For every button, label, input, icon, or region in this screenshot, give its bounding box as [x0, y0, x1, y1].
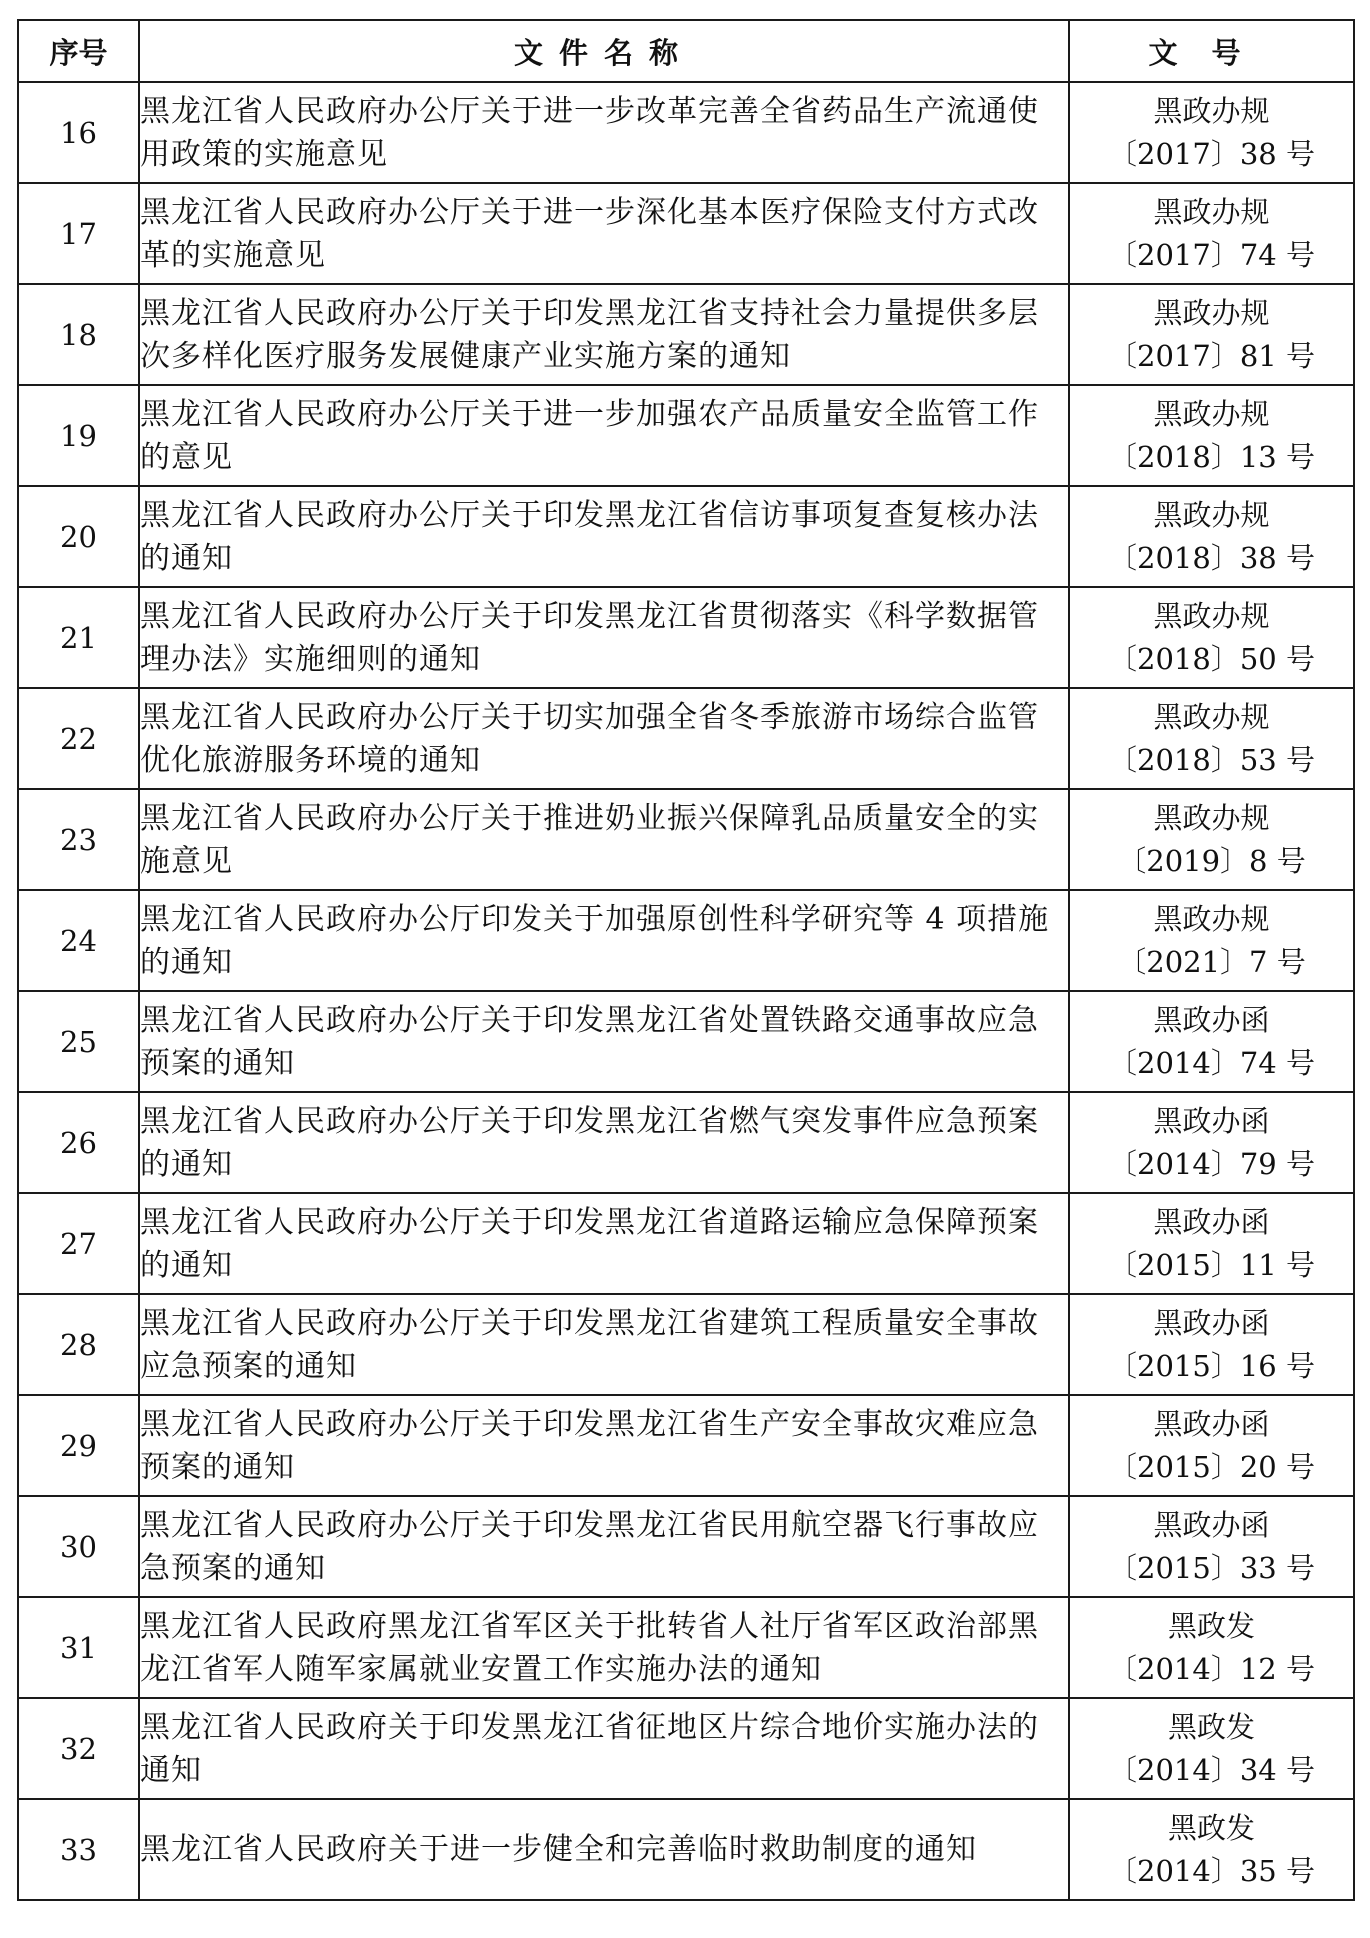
- document-year-number: 〔2014〕74 号: [1108, 1045, 1315, 1080]
- serial-number-cell: 23: [18, 789, 139, 890]
- document-title-cell: 黑龙江省人民政府办公厅关于推进奶业振兴保障乳品质量安全的实施意见: [139, 789, 1069, 890]
- header-document-title: 文件名称: [139, 20, 1069, 82]
- serial-number-cell: 27: [18, 1193, 139, 1294]
- document-number-cell: [1069, 1496, 1354, 1597]
- table-row: [18, 1193, 1354, 1294]
- document-year-number: 〔2014〕34 号: [1108, 1752, 1315, 1787]
- document-issuer-code: 黑政办函: [1153, 1507, 1270, 1542]
- serial-number-cell: 29: [18, 1395, 139, 1496]
- serial-number-cell: 19: [18, 385, 139, 486]
- document-number-cell: [1069, 1395, 1354, 1496]
- document-title-cell: 黑龙江省人民政府办公厅关于印发黑龙江省支持社会力量提供多层次多样化医疗服务发展健康产业实施方案的通知: [139, 284, 1069, 385]
- table-row: [18, 1395, 1354, 1496]
- header-serial-number: 序号: [18, 20, 139, 82]
- document-title-cell: 黑龙江省人民政府办公厅关于进一步改革完善全省药品生产流通使用政策的实施意见: [139, 82, 1069, 183]
- document-year-number: 〔2017〕74 号: [1108, 237, 1315, 272]
- document-title-cell: 黑龙江省人民政府办公厅关于印发黑龙江省燃气突发事件应急预案的通知: [139, 1092, 1069, 1193]
- document-number-cell: [1069, 284, 1354, 385]
- document-table: [17, 19, 1355, 1901]
- serial-number-cell: 17: [18, 183, 139, 284]
- document-issuer-code: 黑政办函: [1153, 1305, 1270, 1340]
- serial-number-cell: 28: [18, 1294, 139, 1395]
- document-issuer-code: 黑政办函: [1153, 1204, 1270, 1239]
- document-title-cell: 黑龙江省人民政府办公厅关于印发黑龙江省建筑工程质量安全事故应急预案的通知: [139, 1294, 1069, 1395]
- document-number-cell: [1069, 486, 1354, 587]
- table-row: [18, 789, 1354, 890]
- serial-number-cell: 33: [18, 1799, 139, 1900]
- document-year-number: 〔2014〕35 号: [1108, 1853, 1315, 1888]
- document-year-number: 〔2017〕38 号: [1108, 136, 1315, 171]
- document-year-number: 〔2019〕8 号: [1117, 843, 1306, 878]
- document-year-number: 〔2018〕50 号: [1108, 641, 1315, 676]
- document-issuer-code: 黑政办函: [1153, 1002, 1270, 1037]
- document-year-number: 〔2017〕81 号: [1108, 338, 1315, 373]
- document-number-cell: [1069, 385, 1354, 486]
- serial-number-cell: 16: [18, 82, 139, 183]
- document-number-cell: [1069, 1597, 1354, 1698]
- table-row: [18, 82, 1354, 183]
- table-row: [18, 1799, 1354, 1900]
- document-issuer-code: 黑政发: [1167, 1608, 1255, 1643]
- document-issuer-code: 黑政办规: [1153, 295, 1270, 330]
- table-row: [18, 1294, 1354, 1395]
- document-title-cell: 黑龙江省人民政府办公厅关于印发黑龙江省信访事项复查复核办法的通知: [139, 486, 1069, 587]
- document-title-cell: 黑龙江省人民政府办公厅关于印发黑龙江省生产安全事故灾难应急预案的通知: [139, 1395, 1069, 1496]
- table-row: [18, 385, 1354, 486]
- document-title-cell: 黑龙江省人民政府黑龙江省军区关于批转省人社厅省军区政治部黑龙江省军人随军家属就业安置工作实施办法的通知: [139, 1597, 1069, 1698]
- document-year-number: 〔2014〕12 号: [1108, 1651, 1315, 1686]
- document-number-cell: [1069, 1092, 1354, 1193]
- table-row: [18, 688, 1354, 789]
- table-row: [18, 1092, 1354, 1193]
- document-number-cell: [1069, 183, 1354, 284]
- table-row: [18, 1597, 1354, 1698]
- document-year-number: 〔2021〕7 号: [1117, 944, 1306, 979]
- document-issuer-code: 黑政办规: [1153, 598, 1270, 633]
- document-issuer-code: 黑政办函: [1153, 1103, 1270, 1138]
- document-number-cell: [1069, 82, 1354, 183]
- document-issuer-code: 黑政办规: [1153, 699, 1270, 734]
- document-year-number: 〔2015〕11 号: [1108, 1247, 1315, 1282]
- table-row: [18, 486, 1354, 587]
- header-document-number: 文号: [1069, 20, 1354, 82]
- serial-number-cell: 30: [18, 1496, 139, 1597]
- document-year-number: 〔2015〕20 号: [1108, 1449, 1315, 1484]
- table-row: [18, 991, 1354, 1092]
- document-issuer-code: 黑政办函: [1153, 1406, 1270, 1441]
- document-issuer-code: 黑政办规: [1153, 396, 1270, 431]
- document-number-cell: [1069, 1294, 1354, 1395]
- table-body: [18, 82, 1354, 1900]
- serial-number-cell: 22: [18, 688, 139, 789]
- document-number-cell: [1069, 789, 1354, 890]
- serial-number-cell: 31: [18, 1597, 139, 1698]
- table-row: [18, 587, 1354, 688]
- document-number-cell: [1069, 1799, 1354, 1900]
- document-year-number: 〔2018〕38 号: [1108, 540, 1315, 575]
- document-issuer-code: 黑政办规: [1153, 194, 1270, 229]
- document-title-cell: 黑龙江省人民政府办公厅关于印发黑龙江省道路运输应急保障预案的通知: [139, 1193, 1069, 1294]
- document-title-cell: 黑龙江省人民政府办公厅关于进一步加强农产品质量安全监管工作的意见: [139, 385, 1069, 486]
- document-year-number: 〔2015〕16 号: [1108, 1348, 1315, 1383]
- document-issuer-code: 黑政办规: [1153, 901, 1270, 936]
- serial-number-cell: 21: [18, 587, 139, 688]
- table-row: [18, 1698, 1354, 1799]
- table-row: [18, 1496, 1354, 1597]
- serial-number-cell: 25: [18, 991, 139, 1092]
- serial-number-cell: 20: [18, 486, 139, 587]
- document-number-cell: [1069, 991, 1354, 1092]
- document-number-cell: [1069, 1698, 1354, 1799]
- document-number-cell: [1069, 587, 1354, 688]
- document-title-cell: 黑龙江省人民政府办公厅关于印发黑龙江省贯彻落实《科学数据管理办法》实施细则的通知: [139, 587, 1069, 688]
- table-row: [18, 183, 1354, 284]
- serial-number-cell: 26: [18, 1092, 139, 1193]
- document-issuer-code: 黑政发: [1167, 1810, 1255, 1845]
- document-title-cell: 黑龙江省人民政府关于进一步健全和完善临时救助制度的通知: [139, 1799, 1069, 1900]
- document-issuer-code: 黑政办规: [1153, 800, 1270, 835]
- document-year-number: 〔2015〕33 号: [1108, 1550, 1315, 1585]
- document-number-cell: [1069, 1193, 1354, 1294]
- serial-number-cell: 32: [18, 1698, 139, 1799]
- document-title-cell: 黑龙江省人民政府办公厅关于进一步深化基本医疗保险支付方式改革的实施意见: [139, 183, 1069, 284]
- document-title-cell: 黑龙江省人民政府办公厅关于印发黑龙江省民用航空器飞行事故应急预案的通知: [139, 1496, 1069, 1597]
- document-title-cell: 黑龙江省人民政府办公厅关于切实加强全省冬季旅游市场综合监管优化旅游服务环境的通知: [139, 688, 1069, 789]
- document-issuer-code: 黑政发: [1167, 1709, 1255, 1744]
- document-year-number: 〔2018〕53 号: [1108, 742, 1315, 777]
- serial-number-cell: 18: [18, 284, 139, 385]
- table-header: [18, 20, 1354, 82]
- table-row: [18, 284, 1354, 385]
- document-issuer-code: 黑政办规: [1153, 93, 1270, 128]
- document-number-cell: [1069, 890, 1354, 991]
- document-title-cell: 黑龙江省人民政府办公厅印发关于加强原创性科学研究等 4 项措施的通知: [139, 890, 1069, 991]
- document-title-cell: 黑龙江省人民政府办公厅关于印发黑龙江省处置铁路交通事故应急预案的通知: [139, 991, 1069, 1092]
- document-year-number: 〔2018〕13 号: [1108, 439, 1315, 474]
- document-number-cell: [1069, 688, 1354, 789]
- document-year-number: 〔2014〕79 号: [1108, 1146, 1315, 1181]
- serial-number-cell: 24: [18, 890, 139, 991]
- document-issuer-code: 黑政办规: [1153, 497, 1270, 532]
- table-row: [18, 890, 1354, 991]
- document-title-cell: 黑龙江省人民政府关于印发黑龙江省征地区片综合地价实施办法的通知: [139, 1698, 1069, 1799]
- header-row: [18, 20, 1354, 82]
